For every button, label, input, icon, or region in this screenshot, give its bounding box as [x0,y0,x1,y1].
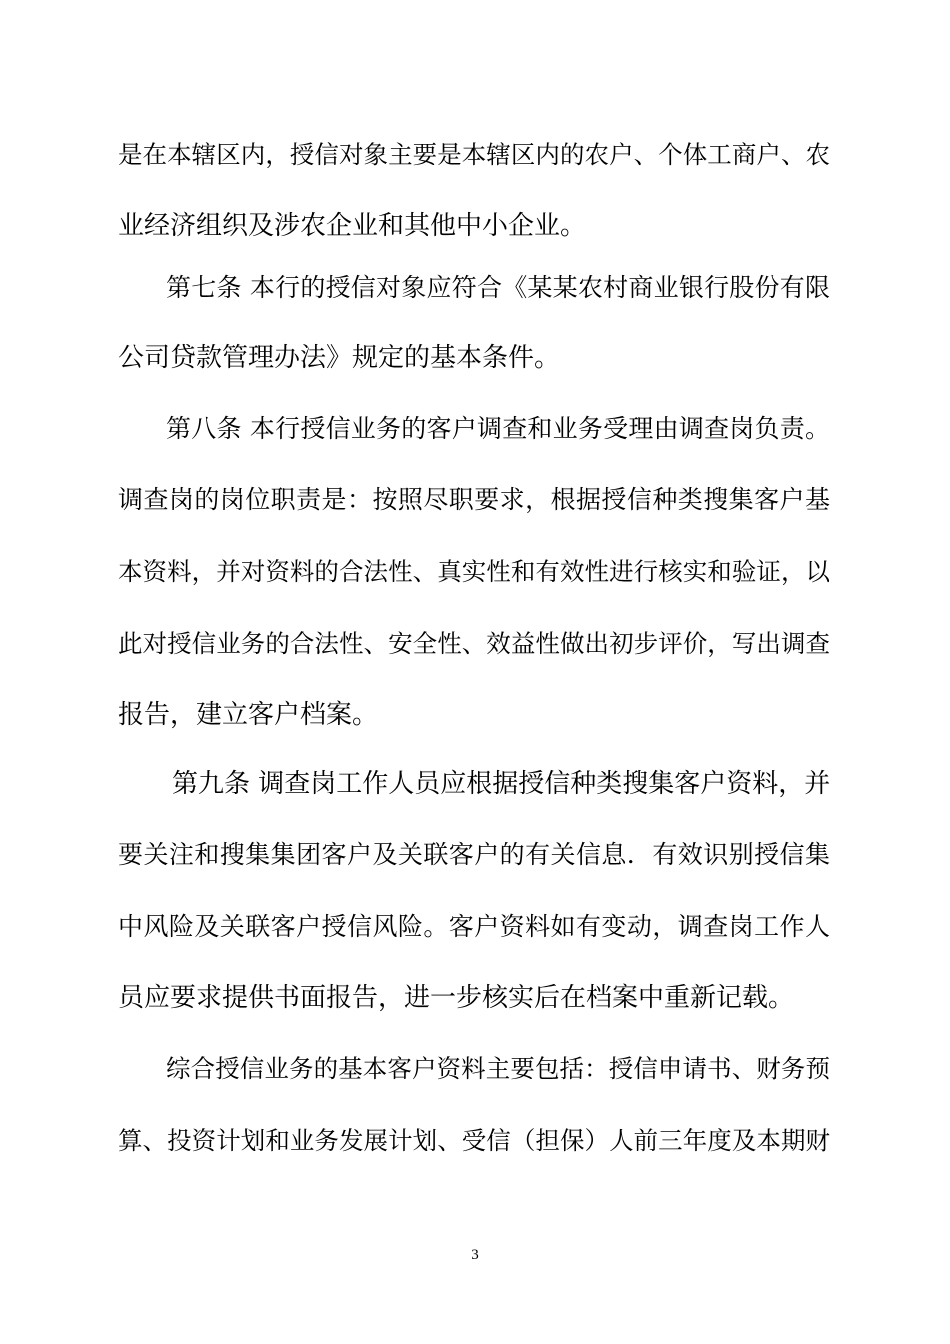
text-line-6: 调查岗的岗位职责是：按照尽职要求，根据授信种类搜集客户基 [118,485,830,514]
text-line-10: 第九条 调查岗工作人员应根据授信种类搜集客户资料，并 [172,769,831,799]
text-line-14: 综合授信业务的基本客户资料主要包括：授信申请书、财务预 [166,1054,830,1083]
page-number: 3 [471,1247,479,1263]
text-line-15: 算、投资计划和业务发展计划、受信（担保）人前三年度及本期财 [118,1126,830,1155]
text-line-4: 公司贷款管理办法》规定的基本条件。 [118,343,561,373]
text-line-11: 要关注和搜集集团客户及关联客户的有关信息．有效识别授信集 [118,840,830,869]
text-line-1: 是在本辖区内，授信对象主要是本辖区内的农户、个体工商户、农 [118,140,830,169]
text-line-13: 员应要求提供书面报告，进一步核实后在档案中重新记载。 [118,983,795,1013]
text-line-9: 报告，建立客户档案。 [118,700,379,730]
text-line-2: 业经济组织及涉农企业和其他中小企业。 [118,211,587,241]
text-line-12: 中风险及关联客户授信风险。客户资料如有变动，调查岗工作人 [118,912,830,941]
text-line-5: 第八条 本行授信业务的客户调查和业务受理由调查岗负责。 [166,414,830,443]
text-line-3: 第七条 本行的授信对象应符合《某某农村商业银行股份有限 [166,273,830,302]
text-line-8: 此对授信业务的合法性、安全性、效益性做出初步评价，写出调查 [118,629,830,658]
text-line-7: 本资料，并对资料的合法性、真实性和有效性进行核实和验证，以 [118,557,830,586]
